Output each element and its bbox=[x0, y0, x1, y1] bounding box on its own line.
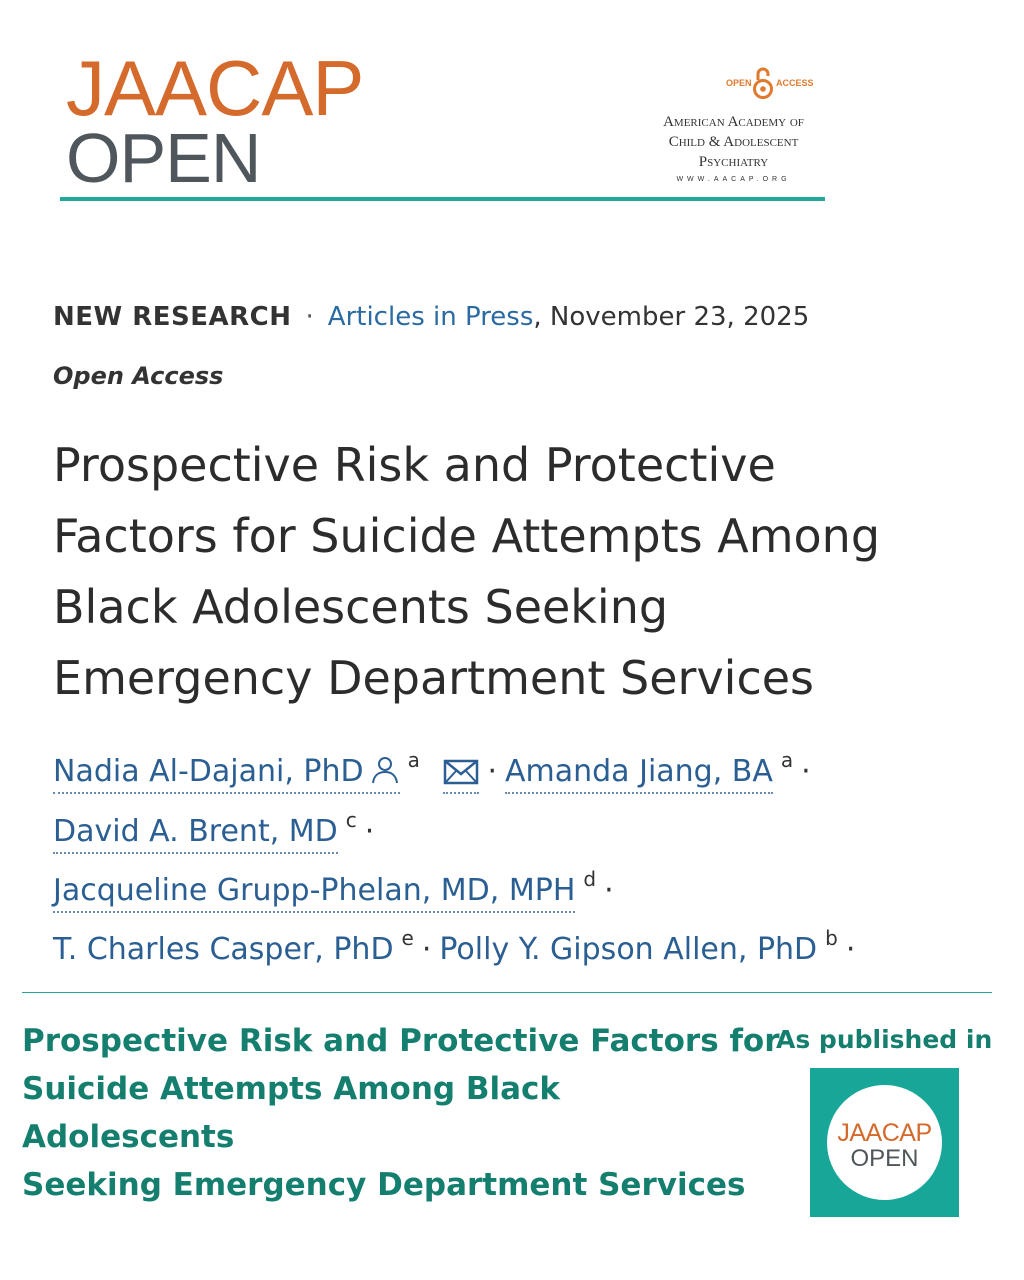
author-row-4 bbox=[53, 918, 863, 970]
article-title-line: Prospective Risk and Protective bbox=[53, 438, 776, 492]
cover-logo-jaacap: JAACAP bbox=[837, 1119, 932, 1147]
aacap-logo bbox=[646, 112, 821, 183]
aacap-name-line-2: Child & Adolescent bbox=[668, 134, 799, 150]
author-separator: · bbox=[801, 754, 811, 789]
cover-logo-open: OPEN bbox=[850, 1145, 919, 1172]
affiliation-marker: d bbox=[583, 867, 597, 891]
author-link[interactable]: Amanda Jiang, BA bbox=[505, 754, 773, 794]
footer-title-line: Suicide Attempts Among Black Adolescents bbox=[22, 1071, 561, 1155]
journal-cover-logo bbox=[810, 1068, 959, 1217]
person-icon bbox=[370, 755, 400, 785]
author-row-2 bbox=[53, 800, 382, 852]
author-link[interactable]: T. Charles Casper, PhD bbox=[53, 932, 394, 967]
as-published-label: As published in bbox=[776, 1025, 993, 1054]
footer-title-line: Prospective Risk and Protective Factors for bbox=[22, 1023, 780, 1059]
email-link[interactable] bbox=[443, 754, 479, 794]
footer-title-line: Seeking Emergency Department Services bbox=[22, 1167, 746, 1203]
article-section: NEW RESEARCH bbox=[53, 302, 292, 332]
author-separator: · bbox=[364, 814, 375, 849]
aacap-url: WWW.AACAP.ORG bbox=[676, 176, 791, 183]
open-access-label-right: ACCESS bbox=[776, 78, 814, 88]
author-row-1 bbox=[53, 740, 819, 792]
article-title-line: Black Adolescents Seeking bbox=[53, 580, 669, 634]
author-link[interactable]: Polly Y. Gipson Allen, PhD bbox=[439, 932, 818, 967]
footer-title bbox=[22, 1017, 782, 1209]
journal-logo-open: OPEN bbox=[66, 119, 261, 197]
author-link[interactable]: David A. Brent, MD bbox=[53, 814, 338, 854]
author-link[interactable]: Nadia Al-Dajani, PhD bbox=[53, 754, 400, 794]
author-row-3 bbox=[53, 859, 622, 911]
affiliation-marker: a bbox=[407, 748, 420, 772]
author-link[interactable]: Jacqueline Grupp-Phelan, MD, MPH bbox=[53, 873, 575, 913]
article-title-line: Factors for Suicide Attempts Among bbox=[53, 509, 881, 563]
aacap-name-line-3: Psychiatry bbox=[698, 154, 769, 170]
article-title-line: Emergency Department Services bbox=[53, 651, 815, 705]
journal-logo-jaacap: JAACAP bbox=[66, 44, 364, 132]
open-access-label: Open Access bbox=[53, 362, 224, 390]
author-separator: · bbox=[487, 754, 497, 789]
affiliation-marker: a bbox=[780, 748, 794, 772]
affiliation-marker: b bbox=[825, 926, 838, 950]
article-title bbox=[53, 430, 983, 714]
author-separator: · bbox=[421, 932, 432, 967]
open-access-label-left: OPEN bbox=[726, 78, 752, 88]
open-access-badge bbox=[726, 66, 821, 102]
meta-separator: · bbox=[305, 302, 314, 332]
affiliation-marker: c bbox=[345, 808, 357, 832]
cover-circle bbox=[827, 1085, 942, 1200]
author-separator: · bbox=[845, 932, 856, 967]
affiliation-marker: e bbox=[401, 926, 414, 950]
author-separator: · bbox=[604, 873, 614, 908]
open-access-lock-icon bbox=[753, 66, 773, 100]
article-meta bbox=[53, 302, 809, 332]
header-divider bbox=[60, 197, 825, 201]
publication-date: , November 23, 2025 bbox=[533, 302, 810, 332]
footer-divider bbox=[22, 992, 992, 993]
aacap-name-line-1: American Academy of bbox=[663, 114, 804, 130]
mail-icon bbox=[443, 759, 479, 785]
articles-in-press-link[interactable]: Articles in Press bbox=[327, 302, 534, 332]
